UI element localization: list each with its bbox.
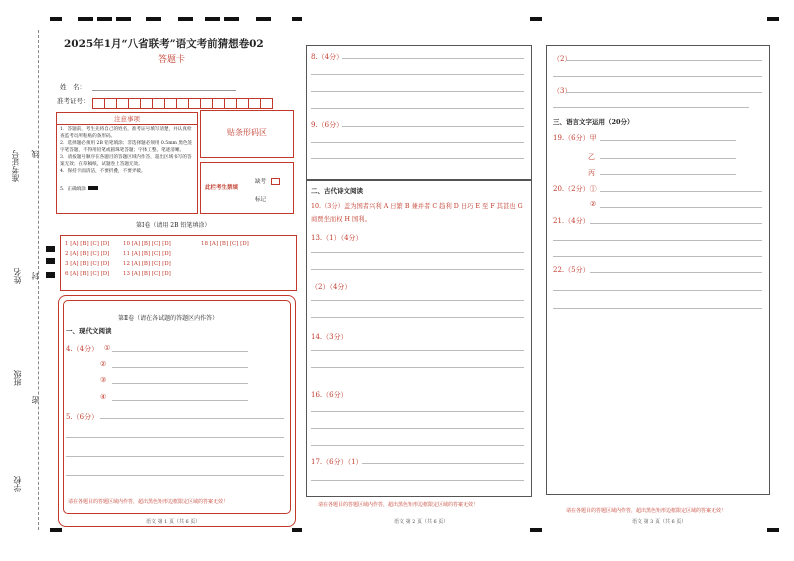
q4-opt4: ④	[100, 393, 107, 401]
answer-line[interactable]	[553, 107, 749, 108]
choice-row[interactable]: 6 [A] [B] [C] [D]	[65, 271, 110, 277]
q4-opt3: ③	[100, 376, 107, 384]
answer-line[interactable]	[311, 367, 524, 368]
answer-line[interactable]	[311, 411, 524, 412]
answer-line[interactable]	[311, 445, 524, 446]
absent-checkbox[interactable]	[271, 178, 280, 185]
answer-line[interactable]	[553, 76, 762, 77]
answer-line[interactable]	[600, 158, 736, 159]
name-label: 姓 名：	[60, 83, 86, 91]
part1-title: 第Ⅰ卷（请用 2B 铅笔填涂）	[136, 222, 211, 229]
answer-line[interactable]	[311, 480, 524, 481]
timing-mark	[146, 17, 161, 21]
answer-line[interactable]	[590, 223, 762, 224]
absent-box	[200, 162, 294, 214]
part2-title: 第Ⅱ卷（请在各试题的答题区内作答）	[118, 315, 219, 322]
timing-mark	[116, 17, 131, 21]
side-mark	[46, 258, 55, 264]
footer-page2: 语文 第 2 页（共 6 页）	[394, 519, 449, 525]
choice-row[interactable]: 10 [A] [B] [C] [D]	[123, 241, 171, 247]
q14-label: 14.（3分）	[311, 333, 348, 341]
q5-label: 5.（6分）	[66, 413, 99, 421]
dashed-cut-line	[38, 30, 39, 530]
answer-line[interactable]	[566, 60, 762, 61]
q4-label: 4.（4分）	[66, 345, 99, 353]
q4-opt2: ②	[100, 360, 107, 368]
answer-line[interactable]	[342, 58, 524, 59]
sidebar-cut-secret: 密	[31, 396, 40, 404]
timing-mark	[224, 17, 239, 21]
timing-mark	[205, 17, 220, 21]
answer-line[interactable]	[553, 256, 762, 257]
answer-line[interactable]	[311, 300, 524, 301]
choice-box	[60, 235, 297, 291]
timing-mark	[78, 17, 93, 21]
q21-label: 21.（4分）	[553, 217, 590, 225]
q8-label: 8.（4分）	[311, 53, 344, 61]
answer-line[interactable]	[600, 207, 762, 208]
q13b-label: （2）（4分）	[311, 283, 352, 291]
notice-box	[56, 112, 198, 214]
timing-mark	[50, 17, 62, 21]
timing-mark	[50, 528, 62, 532]
timing-mark	[530, 17, 542, 21]
timing-mark	[292, 528, 302, 532]
timing-mark	[530, 528, 542, 532]
section1-title: 一、现代文阅读	[66, 327, 112, 335]
answer-line[interactable]	[590, 272, 762, 273]
notice-item: 4．保持卡面清洁，不要折叠，不要弄破。	[60, 169, 146, 174]
choice-row[interactable]: 3 [A] [B] [C] [D]	[65, 261, 110, 267]
timing-mark	[256, 17, 271, 21]
answer-line[interactable]	[342, 126, 524, 127]
answer-line[interactable]	[112, 367, 248, 368]
choice-row[interactable]: 2 [A] [B] [C] [D]	[65, 251, 110, 257]
answer-line[interactable]	[112, 400, 248, 401]
notice-item: 1．答题前，考生先将自己的姓名，准考证号填写清楚，并认真检查监考员所粘贴的条形码。	[60, 127, 192, 139]
answer-line[interactable]	[66, 456, 284, 457]
section2-title: 二、古代诗文阅读	[311, 187, 363, 195]
page-subtitle: 答题卡	[158, 55, 186, 65]
footer-page1: 语文 第 1 页（共 6 页）	[146, 519, 201, 525]
choice-row[interactable]: 1 [A] [B] [C] [D]	[65, 241, 110, 247]
timing-mark	[292, 17, 302, 21]
answer-line[interactable]	[311, 142, 524, 143]
answer-line[interactable]	[553, 240, 762, 241]
page2-warning: 请在各题目的答题区域内作答，超出黑色矩形边框限定区域的答案无效！	[318, 502, 479, 508]
page2-box-top	[306, 45, 532, 180]
part2-warning: 请在各题目的答题区域内作答，超出黑色矩形边框限定区域的答案无效！	[68, 499, 229, 505]
answer-line[interactable]	[112, 383, 248, 384]
answer-line[interactable]	[311, 252, 524, 253]
notice-title: 注意事项	[57, 113, 197, 125]
answer-line[interactable]	[311, 350, 524, 351]
absent-mark2: 标记	[255, 197, 267, 203]
answer-line[interactable]	[553, 290, 762, 291]
name-field[interactable]	[92, 90, 236, 91]
side-mark	[46, 246, 55, 252]
notice-item: 5．正确填涂	[60, 187, 86, 192]
timing-mark	[767, 528, 779, 532]
q16-label: 16.（6分）	[311, 391, 348, 399]
sidebar-name-label: 姓名	[13, 268, 22, 284]
answer-line[interactable]	[112, 351, 248, 352]
answer-line[interactable]	[66, 437, 284, 438]
q20-label: 20.（2分）①	[553, 185, 597, 193]
q19-label: 19.（6分）甲	[553, 134, 597, 142]
sidebar-class-label: 班级	[13, 370, 22, 386]
page-title: 2025年1月“八省联考”语文考前猜想卷02	[64, 38, 264, 50]
q10-text: 10.（3分）盖为国者兴利 A 日繁 B 兼并者 C 趋利 D 日巧 E 至 F 其甚也 G 商贾坐而权 H 国利。	[311, 203, 523, 223]
answer-line[interactable]	[566, 92, 762, 93]
answer-line[interactable]	[311, 317, 524, 318]
choice-row[interactable]: 13 [A] [B] [C] [D]	[123, 271, 171, 277]
answer-line[interactable]	[311, 74, 524, 75]
timing-mark	[178, 17, 193, 21]
sidebar-cut-line: 线	[31, 150, 40, 158]
side-mark	[46, 272, 55, 278]
choice-row[interactable]: 12 [A] [B] [C] [D]	[123, 261, 171, 267]
q20b-label: ②	[590, 200, 597, 208]
q4-opt1: ①	[104, 344, 111, 352]
sidebar-school-label: 学校	[13, 476, 22, 492]
q17-label: 17.（6分）（1）	[311, 458, 363, 466]
q19b-label: 乙	[588, 153, 595, 161]
absent-mark1: 缺考	[255, 179, 267, 185]
answer-line[interactable]	[311, 91, 524, 92]
answer-line[interactable]	[600, 174, 736, 175]
q22-label: 22.（5分）	[553, 266, 590, 274]
q13-label: 13.（1）（4分）	[311, 234, 363, 242]
answer-line[interactable]	[311, 269, 524, 270]
choice-row[interactable]: 18 [A] [B] [C] [D]	[201, 241, 249, 247]
answer-line[interactable]	[311, 428, 524, 429]
answer-line[interactable]	[600, 191, 762, 192]
fill-sample-icon	[88, 186, 98, 190]
notice-item: 3．请按题号顺序在各题目的答题区域内作答，超出区域书写的答案无效；在草稿纸、试题卷上答题无效。	[60, 155, 192, 167]
footer-page3: 语文 第 3 页（共 6 页）	[632, 519, 687, 525]
timing-mark	[97, 17, 112, 21]
barcode-label: 贴条形码区	[227, 128, 267, 137]
answer-line[interactable]	[100, 418, 284, 419]
answer-line[interactable]	[553, 308, 762, 309]
sidebar-id-label: 准考证号	[11, 150, 20, 182]
page3-warning: 请在各题目的答题区域内作答，超出黑色矩形边框限定区域的答案无效！	[566, 508, 727, 514]
section3-title: 三、语言文字运用（20分）	[553, 118, 634, 126]
timing-mark	[767, 17, 779, 21]
q2-label: （2）	[553, 55, 572, 63]
answer-line[interactable]	[600, 140, 736, 141]
q3-label: （3）	[553, 87, 572, 95]
absent-label: 此栏考生禁填	[205, 185, 239, 191]
id-label: 准考证号：	[57, 97, 90, 105]
q19c-label: 丙	[588, 169, 595, 177]
choice-row[interactable]: 11 [A] [B] [C] [D]	[123, 251, 171, 257]
answer-line[interactable]	[311, 108, 524, 109]
answer-line[interactable]	[311, 158, 524, 159]
answer-line[interactable]	[362, 463, 524, 464]
q9-label: 9.（6分）	[311, 121, 344, 129]
notice-item: 2．选择题必须用 2B 铅笔填涂；非选择题必须用 0.5mm 黑色签字笔答题，不得用铅笔或圆珠笔答题；字体工整、笔迹清晰。	[60, 141, 193, 153]
sidebar-cut-seal: 封	[31, 272, 40, 280]
answer-line[interactable]	[66, 475, 284, 476]
barcode-area	[200, 110, 294, 158]
